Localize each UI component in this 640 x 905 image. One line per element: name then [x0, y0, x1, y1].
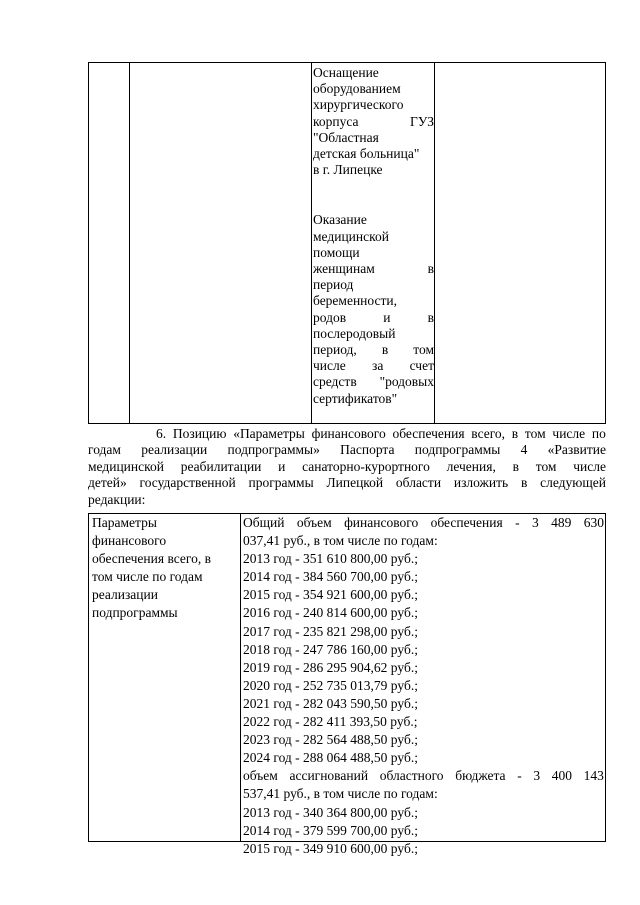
word: «Развитие	[547, 442, 606, 458]
word: 4	[520, 442, 528, 458]
parameter-line: том числе по годам	[92, 569, 203, 585]
word: финансового	[311, 426, 386, 441]
cell-line: Оказание	[313, 212, 367, 228]
cell-line: беременности,	[313, 293, 397, 309]
funding-line: 537,41 руб., в том числе по годам:	[243, 786, 438, 802]
word: реабилитации	[180, 458, 262, 474]
column-divider	[434, 63, 435, 423]
parameter-line: Параметры	[92, 515, 157, 530]
cell-line	[313, 114, 434, 130]
word: в	[512, 458, 519, 474]
funding-line: 2021 год - 282 043 590,50 руб.;	[243, 695, 418, 711]
word: лечения,	[446, 458, 496, 474]
column-divider	[240, 514, 241, 841]
word: числе	[573, 458, 606, 474]
word: том	[535, 458, 557, 474]
word: 489	[551, 515, 572, 530]
funding-values-cell	[243, 514, 604, 858]
parameter-line: подпрограммы	[92, 605, 178, 621]
word: 3	[531, 515, 539, 530]
word: период,	[313, 342, 357, 358]
word: обеспечения	[392, 426, 465, 441]
cell-line	[313, 358, 434, 374]
word: том	[413, 342, 434, 358]
funding-line: 2018 год - 247 786 160,00 руб.;	[243, 641, 418, 657]
word: изложить	[453, 475, 509, 491]
cell-line	[313, 261, 434, 277]
word: области	[395, 475, 442, 491]
word: и	[278, 458, 286, 474]
word: бюджета	[455, 768, 506, 784]
word: санаторно-курортного	[302, 458, 430, 474]
word: обеспечения	[430, 515, 503, 530]
funding-line: 2013 год - 351 610 800,00 руб.;	[243, 551, 418, 567]
event-description-cell	[313, 65, 434, 407]
paragraph-line	[88, 442, 606, 458]
passport-table	[88, 513, 606, 856]
funding-line	[243, 767, 604, 785]
funding-line: 037,41 руб., в том числе по годам:	[243, 533, 438, 549]
word: Липецкой	[326, 475, 384, 491]
word: числе	[313, 358, 346, 374]
word: том	[524, 426, 546, 441]
word: "родовых	[379, 374, 434, 390]
cell-line: послеродовый	[313, 325, 396, 341]
cell-line: оборудованием	[313, 81, 401, 97]
paragraph-line	[88, 459, 606, 475]
word: ГУЗ	[410, 113, 434, 129]
word: в	[427, 309, 434, 325]
word: реализации	[141, 442, 208, 458]
word: в	[381, 342, 389, 358]
word: всего,	[471, 426, 506, 441]
word: ассигнований	[289, 768, 369, 784]
cell-line: медицинской	[313, 228, 389, 244]
word: годам	[88, 442, 121, 458]
cell-line: помощи	[313, 244, 360, 260]
funding-line: 2022 год - 282 411 393,50 руб.;	[243, 714, 418, 730]
word: средств	[313, 374, 357, 390]
word: числе	[552, 426, 586, 441]
cell-line: хирургического	[313, 97, 404, 113]
word: Общий	[243, 515, 285, 530]
word: 6.	[156, 426, 167, 441]
word: 143	[583, 768, 604, 784]
funding-line: 2016 год - 240 814 600,00 руб.;	[243, 605, 418, 621]
word: редакции:	[88, 491, 146, 507]
word: программы	[248, 475, 314, 491]
cell-line	[313, 310, 434, 326]
word: следующей	[540, 475, 606, 491]
funding-line: 2013 год - 340 364 800,00 руб.;	[243, 804, 418, 820]
parameter-line: финансового	[92, 533, 167, 549]
word: по	[591, 426, 606, 441]
spacer	[313, 178, 434, 212]
word: 3	[533, 768, 541, 784]
word: объем	[243, 768, 278, 784]
word: медицинской	[88, 458, 164, 474]
cell-line	[313, 374, 434, 390]
word: в	[427, 261, 434, 277]
cell-line: детская больница"	[313, 146, 420, 162]
word: подпрограммы	[414, 442, 501, 458]
word: финансового	[344, 515, 419, 530]
funding-line: 2015 год - 354 921 600,00 руб.;	[243, 587, 418, 603]
funding-line: 2023 год - 282 564 488,50 руб.;	[243, 732, 418, 748]
word: счет	[409, 358, 434, 374]
word: -	[517, 768, 522, 784]
word: объем	[296, 515, 332, 530]
word: 630	[583, 515, 604, 530]
funding-line: 2015 год - 349 910 600,00 руб.;	[243, 840, 418, 856]
funding-line: 2014 год - 384 560 700,00 руб.;	[243, 569, 418, 585]
word: детей»	[88, 475, 127, 491]
word: в	[511, 426, 519, 441]
word: корпуса	[313, 113, 359, 129]
word: за	[372, 358, 384, 374]
word: 400	[551, 768, 573, 784]
funding-line: 2019 год - 286 295 904,62 руб.;	[243, 659, 418, 675]
column-divider	[311, 63, 312, 423]
word: и	[383, 309, 391, 325]
funding-line: 2024 год - 288 064 488,50 руб.;	[243, 750, 418, 766]
cell-line: "Областная	[313, 129, 379, 145]
word: -	[515, 515, 520, 530]
cell-line: сертификатов"	[313, 390, 398, 406]
funding-line: 2017 год - 235 821 298,00 руб.;	[243, 623, 418, 639]
word: родов	[313, 309, 347, 325]
word: Позицию	[172, 426, 227, 441]
top-table	[88, 62, 606, 424]
parameter-line: реализации	[92, 587, 158, 603]
word: государственной	[139, 475, 236, 491]
parameter-line: обеспечения всего, в	[92, 551, 211, 567]
parameter-name-cell	[92, 514, 238, 623]
word: «Параметры	[233, 426, 305, 441]
word: областного	[379, 768, 444, 784]
column-divider	[129, 63, 130, 423]
paragraph-line	[88, 492, 606, 508]
cell-line	[313, 342, 434, 358]
cell-line: Оснащение	[313, 65, 379, 80]
funding-line: 2014 год - 379 599 700,00 руб.;	[243, 822, 418, 838]
amendment-paragraph	[88, 426, 606, 508]
paragraph-line	[88, 426, 606, 442]
word: женщинам	[313, 261, 375, 277]
paragraph-line	[88, 475, 606, 491]
funding-line	[243, 514, 604, 532]
funding-line: 2020 год - 252 735 013,79 руб.;	[243, 677, 418, 693]
word: в	[520, 475, 528, 491]
cell-line: период	[313, 277, 354, 293]
cell-line: в г. Липецке	[313, 162, 383, 178]
word: подпрограммы»	[227, 442, 320, 458]
word: Паспорта	[340, 442, 395, 458]
